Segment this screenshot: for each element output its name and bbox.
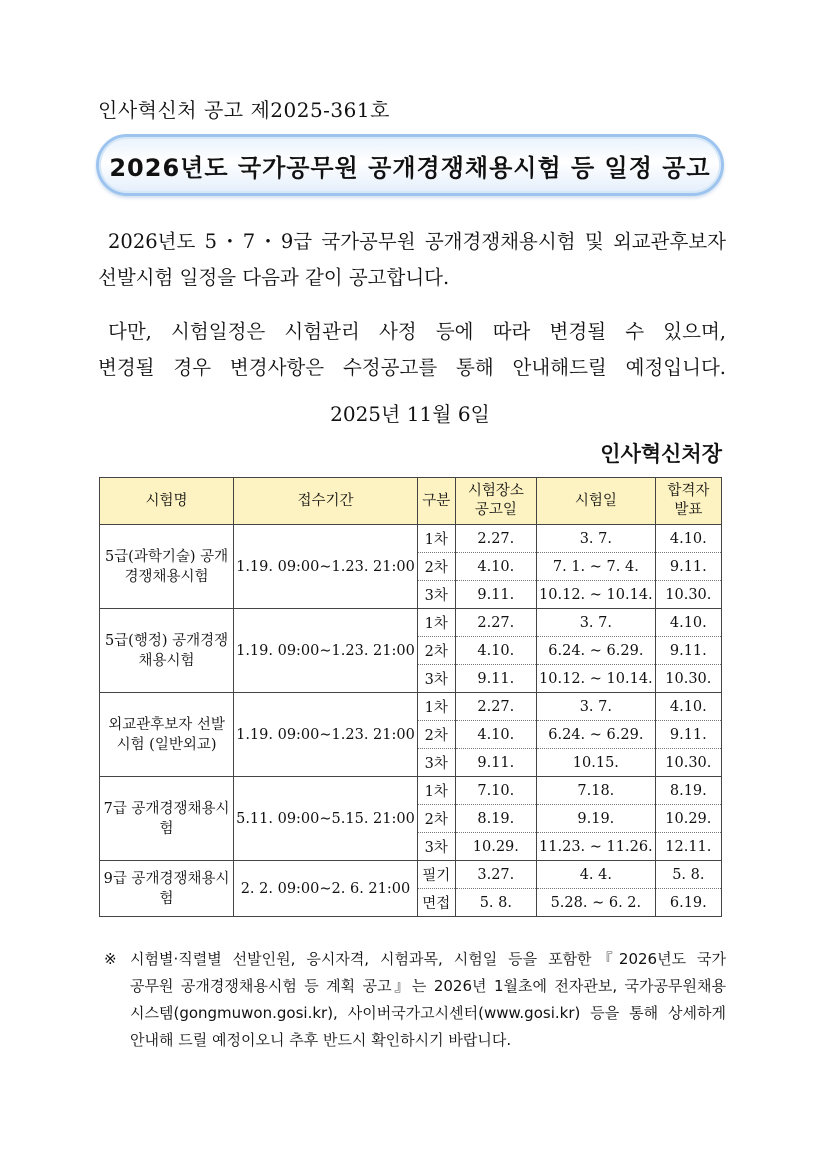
venue-date-cell: 2.27. xyxy=(455,525,536,553)
result-date-cell: 10.29. xyxy=(655,805,721,833)
header-period: 접수기간 xyxy=(234,478,418,525)
test-date-cell: 3. 7. xyxy=(537,525,656,553)
result-date-cell: 4.10. xyxy=(655,609,721,637)
test-date-cell: 3. 7. xyxy=(537,609,656,637)
footnote-line: 시험별·직렬별 선발인원, 응시자격, 시험과목, 시험일 등을 포함한『2026년도 국가 xyxy=(130,950,726,968)
result-date-cell: 10.30. xyxy=(655,665,721,693)
exam-name-cell: 외교관후보자 선발시험 (일반외교) xyxy=(100,693,234,777)
result-date-cell: 5. 8. xyxy=(655,861,721,889)
venue-date-cell: 9.11. xyxy=(455,749,536,777)
test-date-cell: 4. 4. xyxy=(537,861,656,889)
venue-date-cell: 9.11. xyxy=(455,581,536,609)
result-date-cell: 4.10. xyxy=(655,525,721,553)
signer: 인사혁신처장 xyxy=(600,442,722,466)
table-row xyxy=(100,777,722,805)
intro-line-2: 선발시험 일정을 다음과 같이 공고합니다. xyxy=(98,266,450,289)
test-date-cell: 7.18. xyxy=(537,777,656,805)
venue-date-cell: 10.29. xyxy=(455,833,536,861)
test-date-cell: 6.24. ~ 6.29. xyxy=(537,721,656,749)
notice-line-2: 변경될 경우 변경사항은 수정공고를 통해 안내해드릴 예정입니다. xyxy=(98,356,726,379)
test-date-cell: 6.24. ~ 6.29. xyxy=(537,637,656,665)
stage-cell: 3차 xyxy=(417,581,455,609)
venue-date-cell: 8.19. xyxy=(455,805,536,833)
test-date-cell: 9.19. xyxy=(537,805,656,833)
announcement-date: 2025년 11월 6일 xyxy=(330,402,490,426)
notice-paragraph xyxy=(98,314,726,386)
result-date-cell: 12.11. xyxy=(655,833,721,861)
venue-date-cell: 3.27. xyxy=(455,861,536,889)
stage-cell: 2차 xyxy=(417,805,455,833)
venue-date-cell: 4.10. xyxy=(455,637,536,665)
table-row xyxy=(100,861,722,889)
table-row xyxy=(100,693,722,721)
stage-cell: 면접 xyxy=(417,889,455,917)
stage-cell: 3차 xyxy=(417,665,455,693)
notice-number: 인사혁신처 공고 제2025-361호 xyxy=(98,98,390,122)
footnote-line: 시스템(gongmuwon.gosi.kr), 사이버국가고시센터(www.gosi.kr) 등을 통해 상세하게 xyxy=(130,1004,726,1022)
footnote xyxy=(104,946,726,1054)
intro-paragraph xyxy=(98,224,726,296)
header-test-date: 시험일 xyxy=(537,478,656,525)
title-banner xyxy=(96,134,724,196)
test-date-cell: 10.12. ~ 10.14. xyxy=(537,581,656,609)
result-date-cell: 4.10. xyxy=(655,693,721,721)
result-date-cell: 9.11. xyxy=(655,721,721,749)
test-date-cell: 3. 7. xyxy=(537,693,656,721)
exam-name-cell: 5급(행정) 공개경쟁채용시험 xyxy=(100,609,234,693)
stage-cell: 2차 xyxy=(417,553,455,581)
table-row xyxy=(100,609,722,637)
venue-date-cell: 2.27. xyxy=(455,609,536,637)
result-date-cell: 10.30. xyxy=(655,581,721,609)
result-date-cell: 10.30. xyxy=(655,749,721,777)
table-row xyxy=(100,525,722,553)
stage-cell: 2차 xyxy=(417,637,455,665)
header-exam: 시험명 xyxy=(100,478,234,525)
exam-name-cell: 7급 공개경쟁채용시험 xyxy=(100,777,234,861)
reference-mark: ※ xyxy=(104,950,117,968)
intro-line-1: 2026년도 5・7・9급 국가공무원 공개경쟁채용시험 및 외교관후보자 xyxy=(108,230,726,253)
stage-cell: 1차 xyxy=(417,609,455,637)
page-title: 2026년도 국가공무원 공개경쟁채용시험 등 일정 공고 xyxy=(109,153,711,182)
stage-cell: 1차 xyxy=(417,777,455,805)
stage-cell: 3차 xyxy=(417,749,455,777)
venue-date-cell: 2.27. xyxy=(455,693,536,721)
test-date-cell: 7. 1. ~ 7. 4. xyxy=(537,553,656,581)
application-period-cell: 1.19. 09:00∼1.23. 21:00 xyxy=(234,525,418,609)
result-date-cell: 9.11. xyxy=(655,553,721,581)
test-date-cell: 5.28. ∼ 6. 2. xyxy=(537,889,656,917)
table-header-row xyxy=(100,478,722,525)
venue-date-cell: 4.10. xyxy=(455,721,536,749)
application-period-cell: 2. 2. 09:00∼2. 6. 21:00 xyxy=(234,861,418,917)
test-date-cell: 10.12. ~ 10.14. xyxy=(537,665,656,693)
stage-cell: 필기 xyxy=(417,861,455,889)
notice-line-1: 다만, 시험일정은 시험관리 사정 등에 따라 변경될 수 있으며, xyxy=(108,320,726,343)
test-date-cell: 11.23. ∼ 11.26. xyxy=(537,833,656,861)
application-period-cell: 5.11. 09:00∼5.15. 21:00 xyxy=(234,777,418,861)
venue-date-cell: 7.10. xyxy=(455,777,536,805)
header-result-date: 합격자 발표 xyxy=(655,478,721,525)
exam-name-cell: 5급(과학기술) 공개경쟁채용시험 xyxy=(100,525,234,609)
header-stage: 구분 xyxy=(417,478,455,525)
footnote-line: 공무원 공개경쟁채용시험 등 계획 공고』는 2026년 1월초에 전자관보, 국가공무원채용 xyxy=(130,977,726,995)
stage-cell: 2차 xyxy=(417,721,455,749)
test-date-cell: 10.15. xyxy=(537,749,656,777)
venue-date-cell: 5. 8. xyxy=(455,889,536,917)
exam-name-cell: 9급 공개경쟁채용시험 xyxy=(100,861,234,917)
stage-cell: 3차 xyxy=(417,833,455,861)
application-period-cell: 1.19. 09:00∼1.23. 21:00 xyxy=(234,609,418,693)
venue-date-cell: 9.11. xyxy=(455,665,536,693)
schedule-table xyxy=(99,477,722,917)
stage-cell: 1차 xyxy=(417,693,455,721)
stage-cell: 1차 xyxy=(417,525,455,553)
header-venue-date: 시험장소 공고일 xyxy=(455,478,536,525)
application-period-cell: 1.19. 09:00∼1.23. 21:00 xyxy=(234,693,418,777)
result-date-cell: 9.11. xyxy=(655,637,721,665)
result-date-cell: 6.19. xyxy=(655,889,721,917)
venue-date-cell: 4.10. xyxy=(455,553,536,581)
footnote-line: 안내해 드릴 예정이오니 추후 반드시 확인하시기 바랍니다. xyxy=(130,1031,512,1049)
result-date-cell: 8.19. xyxy=(655,777,721,805)
